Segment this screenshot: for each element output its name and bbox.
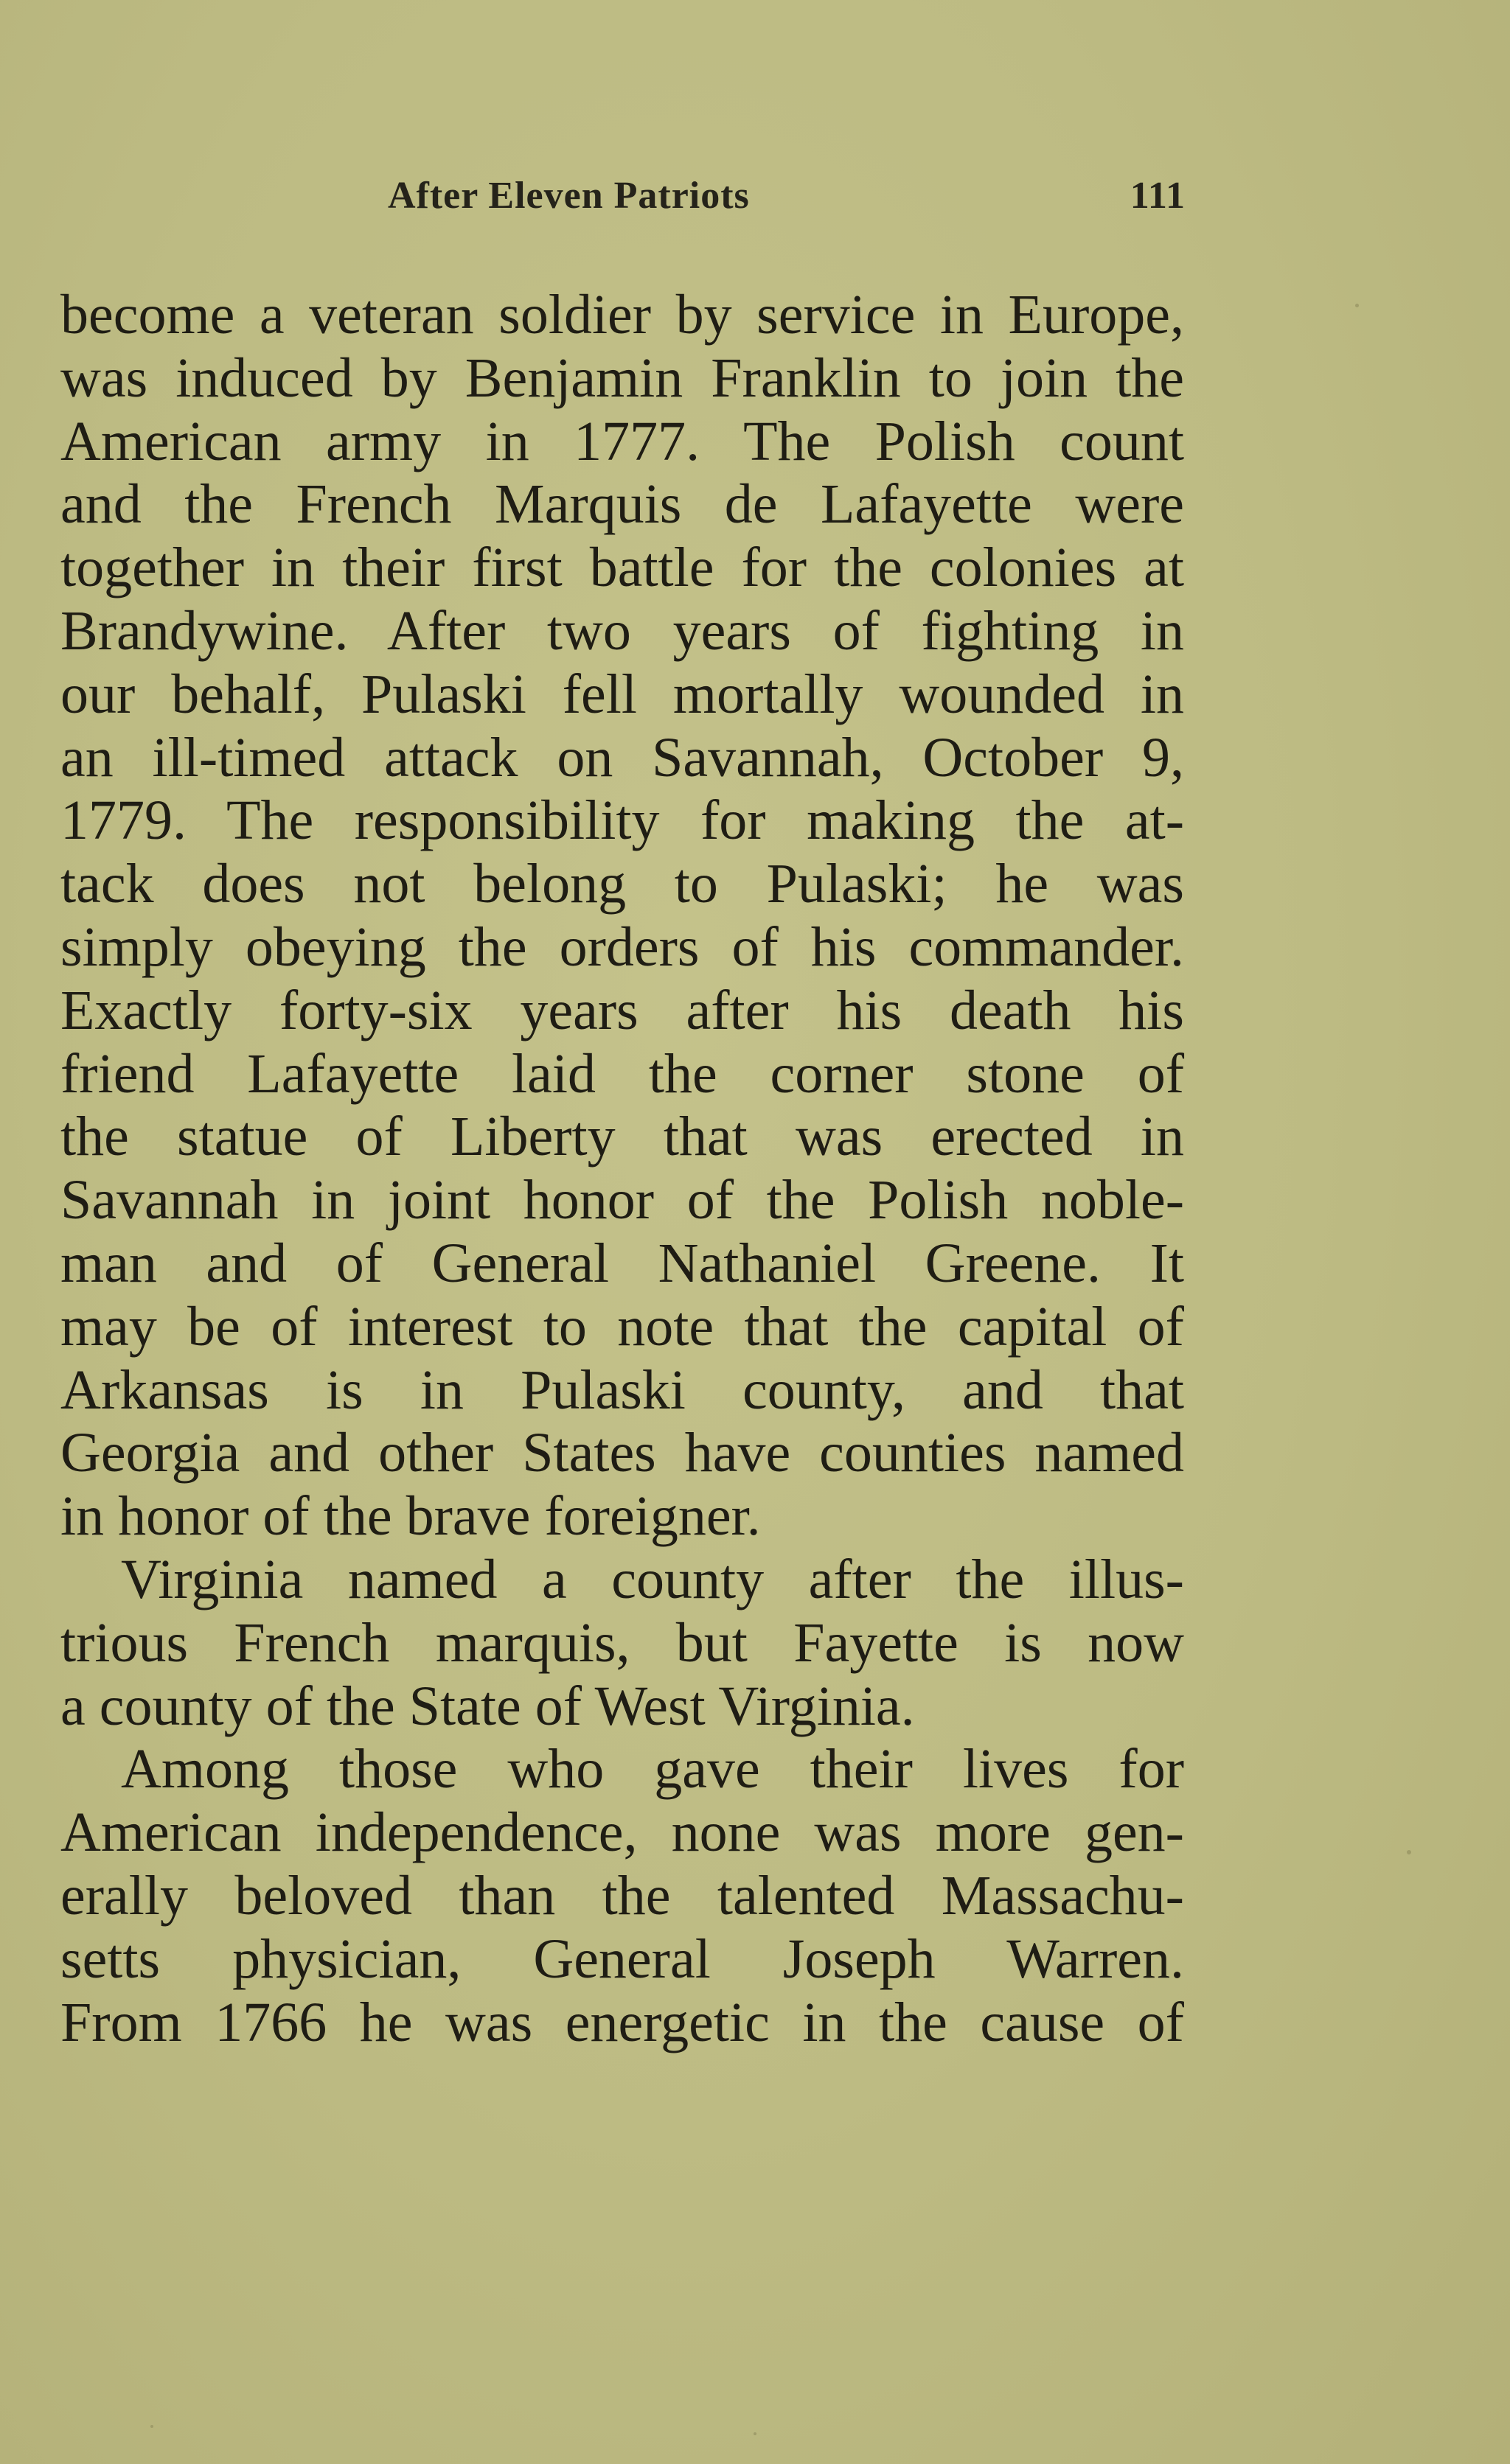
running-title: After Eleven Patriots [388,175,750,217]
running-head [388,174,1186,233]
text-line: tack does not belong to Pulaski; he was [60,853,1184,915]
text-line: was induced by Benjamin Franklin to join the [60,346,1184,409]
text-line: our behalf, Pulaski fell mortally wounded in [60,663,1184,725]
text-line: American army in 1777. The Polish count [60,410,1184,472]
text-line: setts physician, General Joseph Warren. [60,1927,1184,1990]
text-line: a county of the State of West Virginia. [60,1675,915,1737]
paragraph-1 [60,284,1184,1549]
text-line: in honor of the brave foreigner. [60,1485,761,1548]
text-line: may be of interest to note that the capital of [60,1295,1184,1358]
text-line: Arkansas is in Pulaski county, and that [60,1358,1184,1421]
text-line: erally beloved than the talented Massachu- [60,1864,1184,1927]
paper-speck [1355,304,1359,307]
text-line: and the French Marquis de Lafayette were [60,473,1184,536]
text-line: Virginia named a county after the illus- [121,1548,1184,1610]
text-line: 1779. The responsibility for making the at- [60,789,1184,852]
page-number: 111 [1130,175,1186,217]
paper-speck [150,2425,153,2428]
text-line: friend Lafayette laid the corner stone of [60,1042,1184,1105]
body-text [60,284,1184,2054]
text-line: together in their first battle for the colonies at [60,537,1184,599]
text-line: Brandywine. After two years of fighting in [60,599,1184,662]
paragraph-3 [60,1738,1184,2054]
text-line: become a veteran soldier by service in Europe, [60,284,1184,346]
text-line: an ill-timed attack on Savannah, October 9, [60,726,1184,789]
paper-speck [1407,1850,1411,1854]
text-line: trious French marquis, but Fayette is now [60,1611,1184,1674]
text-line: American independence, none was more gen- [60,1801,1184,1864]
paper-speck [754,2432,756,2435]
text-line: Among those who gave their lives for [121,1738,1184,1801]
paragraph-2 [60,1549,1184,1738]
text-line: simply obeying the orders of his commander. [60,915,1184,978]
text-line: man and of General Nathaniel Greene. It [60,1232,1184,1294]
text-line: Georgia and other States have counties named [60,1422,1184,1484]
text-line: the statue of Liberty that was erected in [60,1106,1184,1168]
text-line: Savannah in joint honor of the Polish noble- [60,1169,1184,1232]
text-line: From 1766 he was energetic in the cause of [60,1991,1184,2053]
text-line: Exactly forty-six years after his death his [60,979,1184,1041]
